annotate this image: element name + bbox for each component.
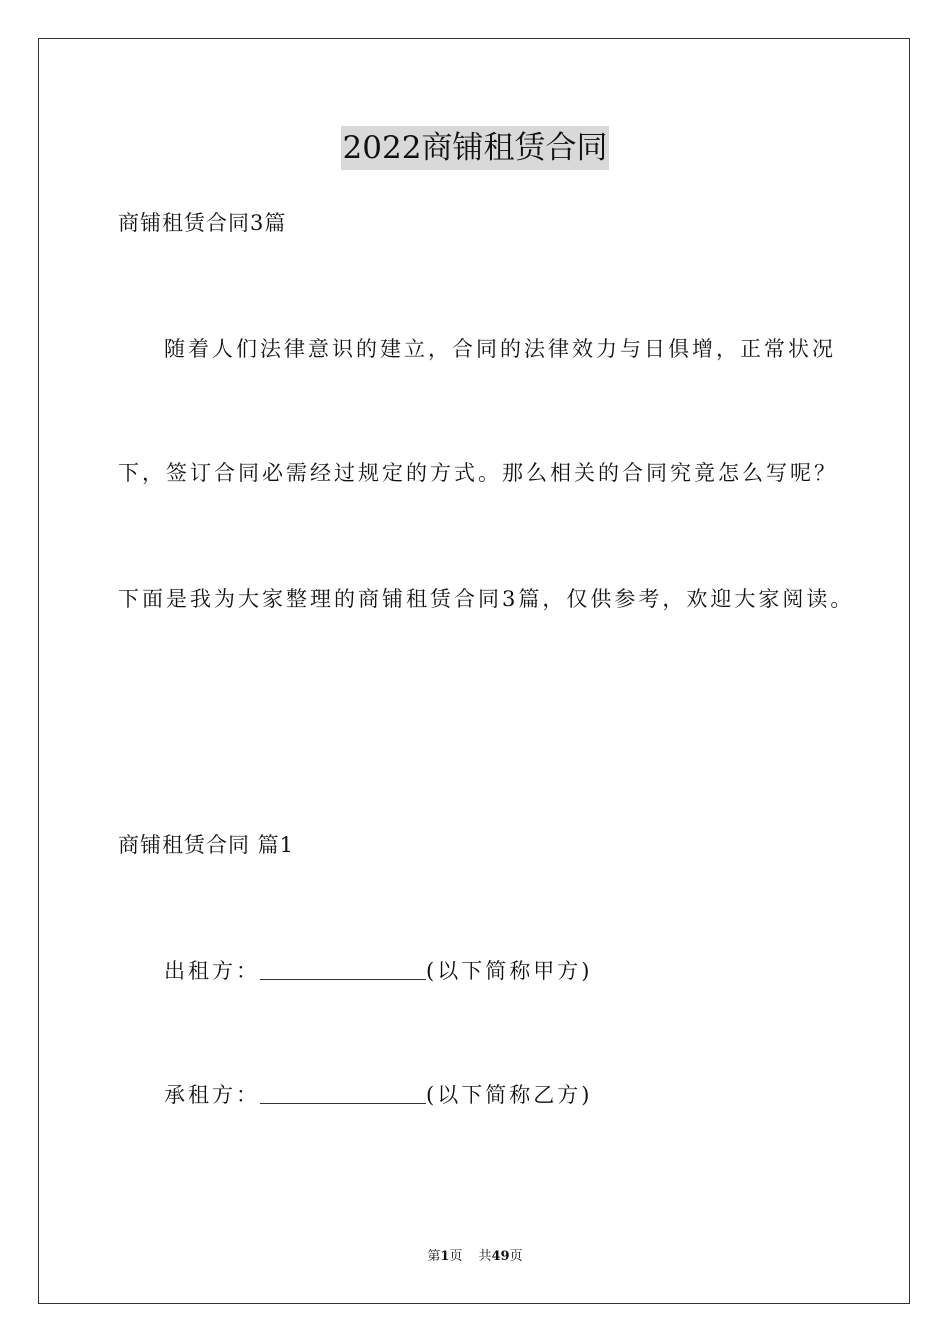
page-suffix: 页 bbox=[449, 1249, 463, 1264]
total-suffix: 页 bbox=[509, 1249, 523, 1264]
lessee-field bbox=[164, 1080, 592, 1110]
lessee-suffix: (以下简称乙方) bbox=[426, 1083, 593, 1107]
page-footer bbox=[0, 1248, 950, 1266]
intro-paragraph-line-1: 随着人们法律意识的建立，合同的法律效力与日俱增，正常状况 bbox=[164, 337, 836, 361]
total-pages: 49 bbox=[491, 1249, 510, 1264]
lessee-blank-line[interactable] bbox=[260, 1081, 426, 1104]
lessee-label: 承租方： bbox=[164, 1083, 260, 1107]
lessor-suffix: (以下简称甲方) bbox=[426, 959, 593, 983]
page-prefix: 第 bbox=[427, 1249, 441, 1264]
intro-paragraph-line-2: 下，签订合同必需经过规定的方式。那么相关的合同究竟怎么写呢？ bbox=[118, 461, 838, 485]
section-heading: 商铺租赁合同 篇1 bbox=[118, 833, 295, 857]
document-subtitle: 商铺租赁合同3篇 bbox=[118, 211, 287, 235]
total-prefix: 共 bbox=[478, 1249, 492, 1264]
page-number: 1 bbox=[440, 1249, 450, 1264]
lessor-label: 出租方： bbox=[164, 959, 260, 983]
title-container bbox=[0, 126, 950, 170]
intro-paragraph-line-3: 下面是我为大家整理的商铺租赁合同3篇，仅供参考，欢迎大家阅读。 bbox=[118, 587, 855, 611]
lessor-blank-line[interactable] bbox=[260, 957, 426, 980]
document-title: 2022商铺租赁合同 bbox=[341, 126, 610, 170]
lessor-field bbox=[164, 956, 592, 986]
